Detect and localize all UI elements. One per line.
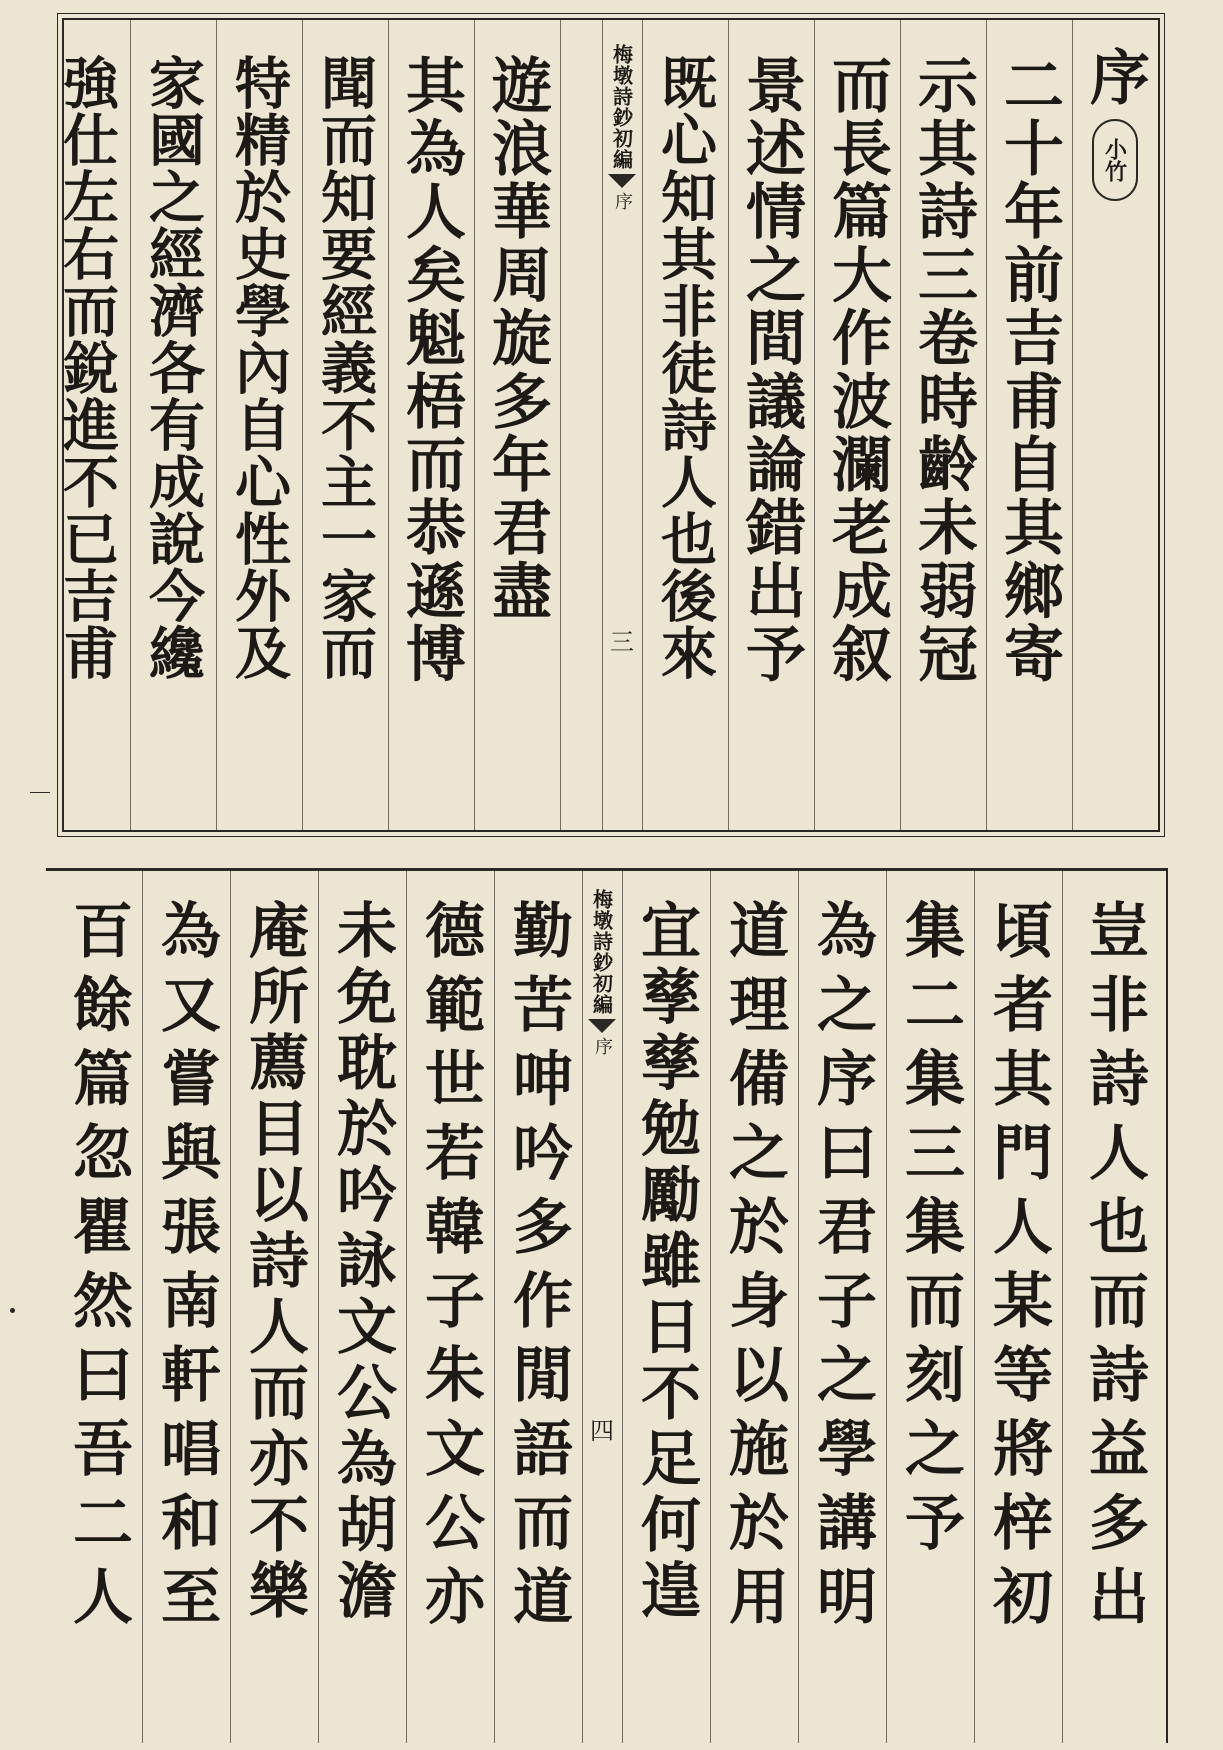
column-text: 二十年前吉甫自其鄉寄 [994, 54, 1064, 686]
text-column [130, 20, 216, 830]
text-column [54, 871, 142, 1743]
text-column [814, 20, 900, 830]
text-column [798, 871, 886, 1743]
center-gutter [582, 871, 622, 1743]
column-text: 集二集三集而刻之予 [895, 899, 965, 1565]
text-column [230, 871, 318, 1743]
preface-title: 序 [1080, 46, 1150, 110]
column-text: 為之序曰君子之學講明 [807, 899, 877, 1639]
section-label: 序 [592, 1037, 613, 1055]
column-text: 宜孳孳勉勵雖日不足何遑 [631, 899, 701, 1625]
column-text: 聞而知要經義不主一家而 [312, 54, 378, 681]
text-column [622, 871, 710, 1743]
text-column [494, 871, 582, 1743]
margin-dot [10, 1308, 15, 1313]
column-text: 特精於史學內自心性外及 [226, 54, 292, 681]
seal-stamp [1092, 119, 1138, 201]
seal-text: 小竹 [1101, 138, 1128, 183]
text-column [710, 871, 798, 1743]
column-text: 強仕左右而銳進不已吉甫 [54, 54, 120, 681]
text-column [302, 20, 388, 830]
text-column [388, 20, 474, 830]
title-column [1072, 20, 1158, 830]
text-column [642, 20, 728, 830]
text-column [974, 871, 1062, 1743]
text-column [318, 871, 406, 1743]
column-text: 而長篇大作波瀾老成叙 [822, 54, 892, 686]
column-text: 豈非詩人也而詩益多出 [1079, 899, 1149, 1639]
page-number: 三 [610, 628, 634, 656]
text-column [406, 871, 494, 1743]
page-top [54, 18, 1160, 832]
column-text: 其為人矣魁梧而恭遜博 [396, 54, 466, 686]
column-text: 德範世若韓子朱文公亦 [415, 899, 485, 1639]
text-column [986, 20, 1072, 830]
page-bottom [46, 868, 1168, 1743]
column-text: 勤苦呻吟多作閒語而道 [503, 899, 573, 1639]
text-column [886, 871, 974, 1743]
column-text: 未免耽於吟詠文公為胡澹 [327, 899, 397, 1625]
text-column [1062, 871, 1166, 1743]
text-column [900, 20, 986, 830]
page-number: 四 [590, 1417, 614, 1445]
column-text: 景述情之間議論錯出予 [736, 54, 806, 686]
column-text: 既心知其非徒詩人也後來 [652, 54, 718, 681]
book-title: 梅墩詩鈔初編 [609, 44, 634, 170]
text-column [216, 20, 302, 830]
column-text: 家國之經濟各有成說今纔 [140, 54, 206, 681]
text-column [44, 20, 130, 830]
text-column [728, 20, 814, 830]
column-rule [560, 20, 561, 830]
margin-tick [30, 792, 50, 793]
column-text: 百餘篇忽瞿然曰吾二人 [63, 899, 133, 1639]
fishtail-mark [608, 174, 636, 188]
column-text: 示其詩三卷時齡未弱冠 [908, 54, 978, 686]
column-text: 道理備之於身以施於用 [719, 899, 789, 1639]
text-column [474, 20, 560, 830]
column-text: 為又嘗與張南軒唱和至 [151, 899, 221, 1639]
section-label: 序 [612, 192, 633, 210]
column-text: 頃者其門人某等將梓初 [983, 899, 1053, 1639]
text-column [142, 871, 230, 1743]
center-gutter [602, 20, 642, 830]
book-title: 梅墩詩鈔初編 [589, 889, 614, 1015]
column-text: 遊浪華周旋多年君盡 [482, 54, 552, 623]
fishtail-mark [588, 1019, 616, 1033]
column-text: 庵所薦目以詩人而亦不樂 [239, 899, 309, 1625]
